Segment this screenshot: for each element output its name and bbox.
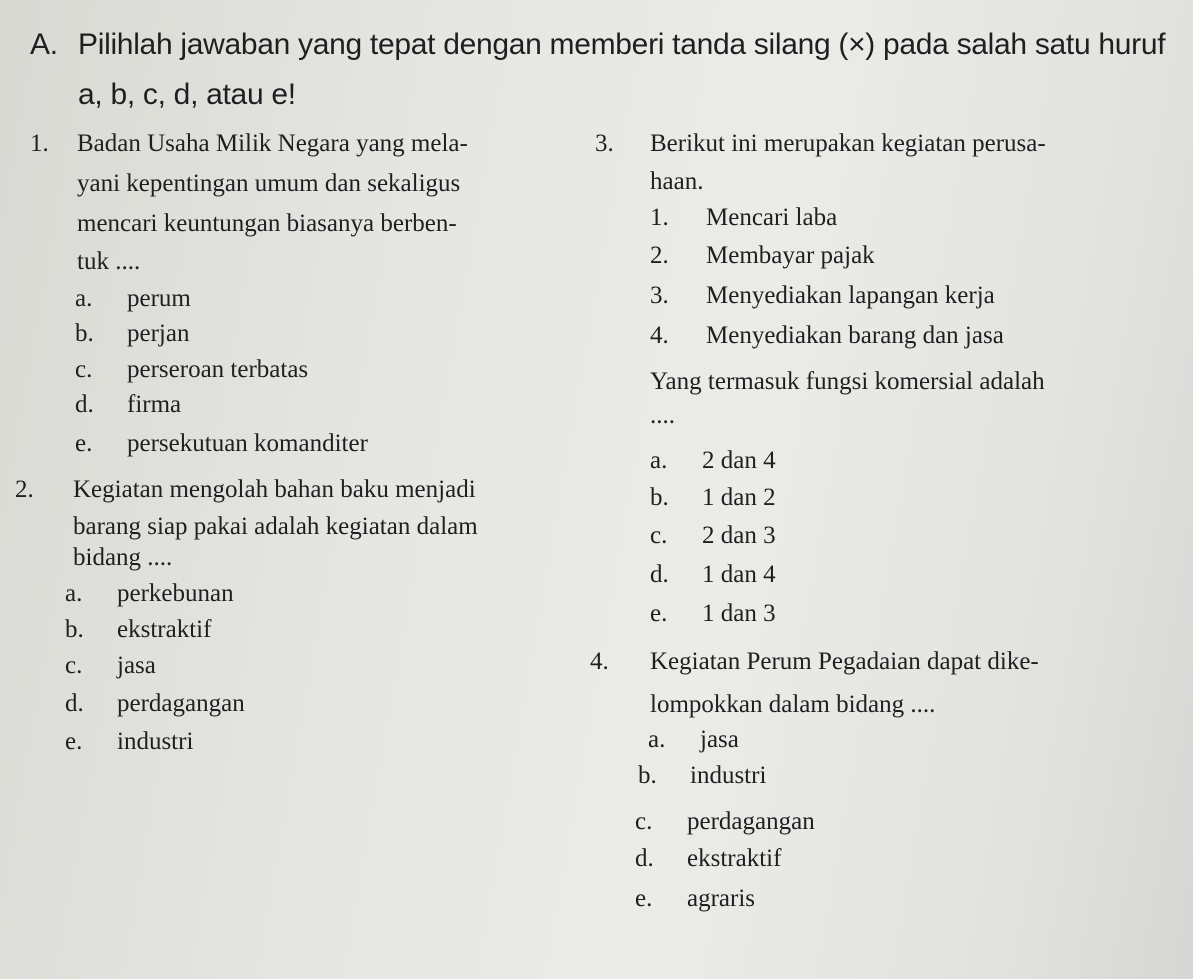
option-text: perseroan terbatas [127,356,309,383]
option-d[interactable] [635,845,781,873]
question-stem: Yang termasuk fungsi komersial adalah [650,368,1045,395]
option-text: jasa [700,726,739,753]
question-2 [15,0,575,979]
question-text-line: yani kepentingan umum dan sekaligus [77,170,461,197]
option-a[interactable] [648,726,739,754]
question-number: 4. [590,648,609,675]
option-text: perjan [127,320,190,347]
option-letter: a. [65,580,83,607]
statement-text: Menyediakan lapangan kerja [706,282,995,309]
option-letter: d. [650,561,669,588]
option-text: 1 dan 3 [702,600,776,627]
option-text: perdagangan [117,690,245,717]
question-text-line: bidang .... [73,544,173,571]
option-text: industri [117,728,194,755]
option-text: persekutuan komanditer [127,430,368,457]
question-stem: .... [650,402,675,429]
question-4 [590,0,1188,979]
statement-number: 4. [650,322,669,349]
option-letter: d. [635,845,654,872]
option-text: 1 dan 2 [702,484,776,511]
option-letter: e. [635,885,653,912]
option-c[interactable] [65,652,156,680]
statement-text: Menyediakan barang dan jasa [706,322,1004,349]
option-d[interactable] [65,690,245,718]
question-text-line: barang siap pakai adalah kegiatan dalam [73,513,478,540]
option-letter: a. [648,726,666,753]
option-letter: a. [75,285,93,312]
option-c[interactable] [635,808,815,836]
question-number: 2. [15,476,34,503]
instruction-line-2: a, b, c, d, atau e! [78,78,296,111]
statement-text: Membayar pajak [706,242,875,269]
option-text: 2 dan 3 [702,522,776,549]
option-letter: c. [650,522,668,549]
question-text-line: tuk .... [77,248,141,275]
option-letter: d. [75,391,94,418]
question-number: 1. [30,130,49,157]
option-text: perdagangan [687,808,815,835]
statement-text: Mencari laba [706,204,838,231]
section-label: A. [30,28,58,61]
option-letter: d. [65,690,84,717]
statement-number: 1. [650,204,669,231]
option-letter: e. [75,430,93,457]
option-text: firma [127,391,182,418]
option-letter: c. [65,652,83,679]
option-text: ekstraktif [117,616,212,643]
statement-number: 2. [650,242,669,269]
option-text: perkebunan [117,580,234,607]
option-letter: e. [650,600,668,627]
question-text-line: Kegiatan Perum Pegadaian dapat dike- [650,648,1039,675]
question-text-line: haan. [650,168,704,195]
question-text-line: Berikut ini merupakan kegiatan perusa- [650,130,1046,157]
option-letter: e. [65,728,83,755]
option-a[interactable] [65,580,234,608]
question-text-line: Kegiatan mengolah bahan baku menjadi [73,476,476,503]
option-text: agraris [687,885,756,912]
option-letter: b. [650,484,669,511]
question-number: 3. [595,130,614,157]
option-letter: b. [638,762,657,789]
question-text-line: lompokkan dalam bidang .... [650,691,936,718]
option-letter: b. [75,320,94,347]
instruction-line-1: Pilihlah jawaban yang tepat dengan memberi tanda silang (×) pada salah satu huruf [78,28,1166,61]
statement-number: 3. [650,282,669,309]
question-text: Badan Usaha Milik Negara yang mela- [77,130,468,157]
option-text: 2 dan 4 [702,447,776,474]
option-b[interactable] [65,616,211,644]
option-text: 1 dan 4 [702,561,776,588]
question-text-line: mencari keuntungan biasanya berben- [77,210,457,237]
option-letter: a. [650,447,668,474]
option-b[interactable] [638,762,766,790]
option-e[interactable] [635,885,755,913]
option-text: industri [690,762,767,789]
option-text: jasa [117,652,156,679]
option-text: perum [127,285,191,312]
option-letter: b. [65,616,84,643]
option-letter: c. [75,356,93,383]
option-e[interactable] [65,728,193,756]
option-letter: c. [635,808,653,835]
option-text: ekstraktif [687,845,782,872]
